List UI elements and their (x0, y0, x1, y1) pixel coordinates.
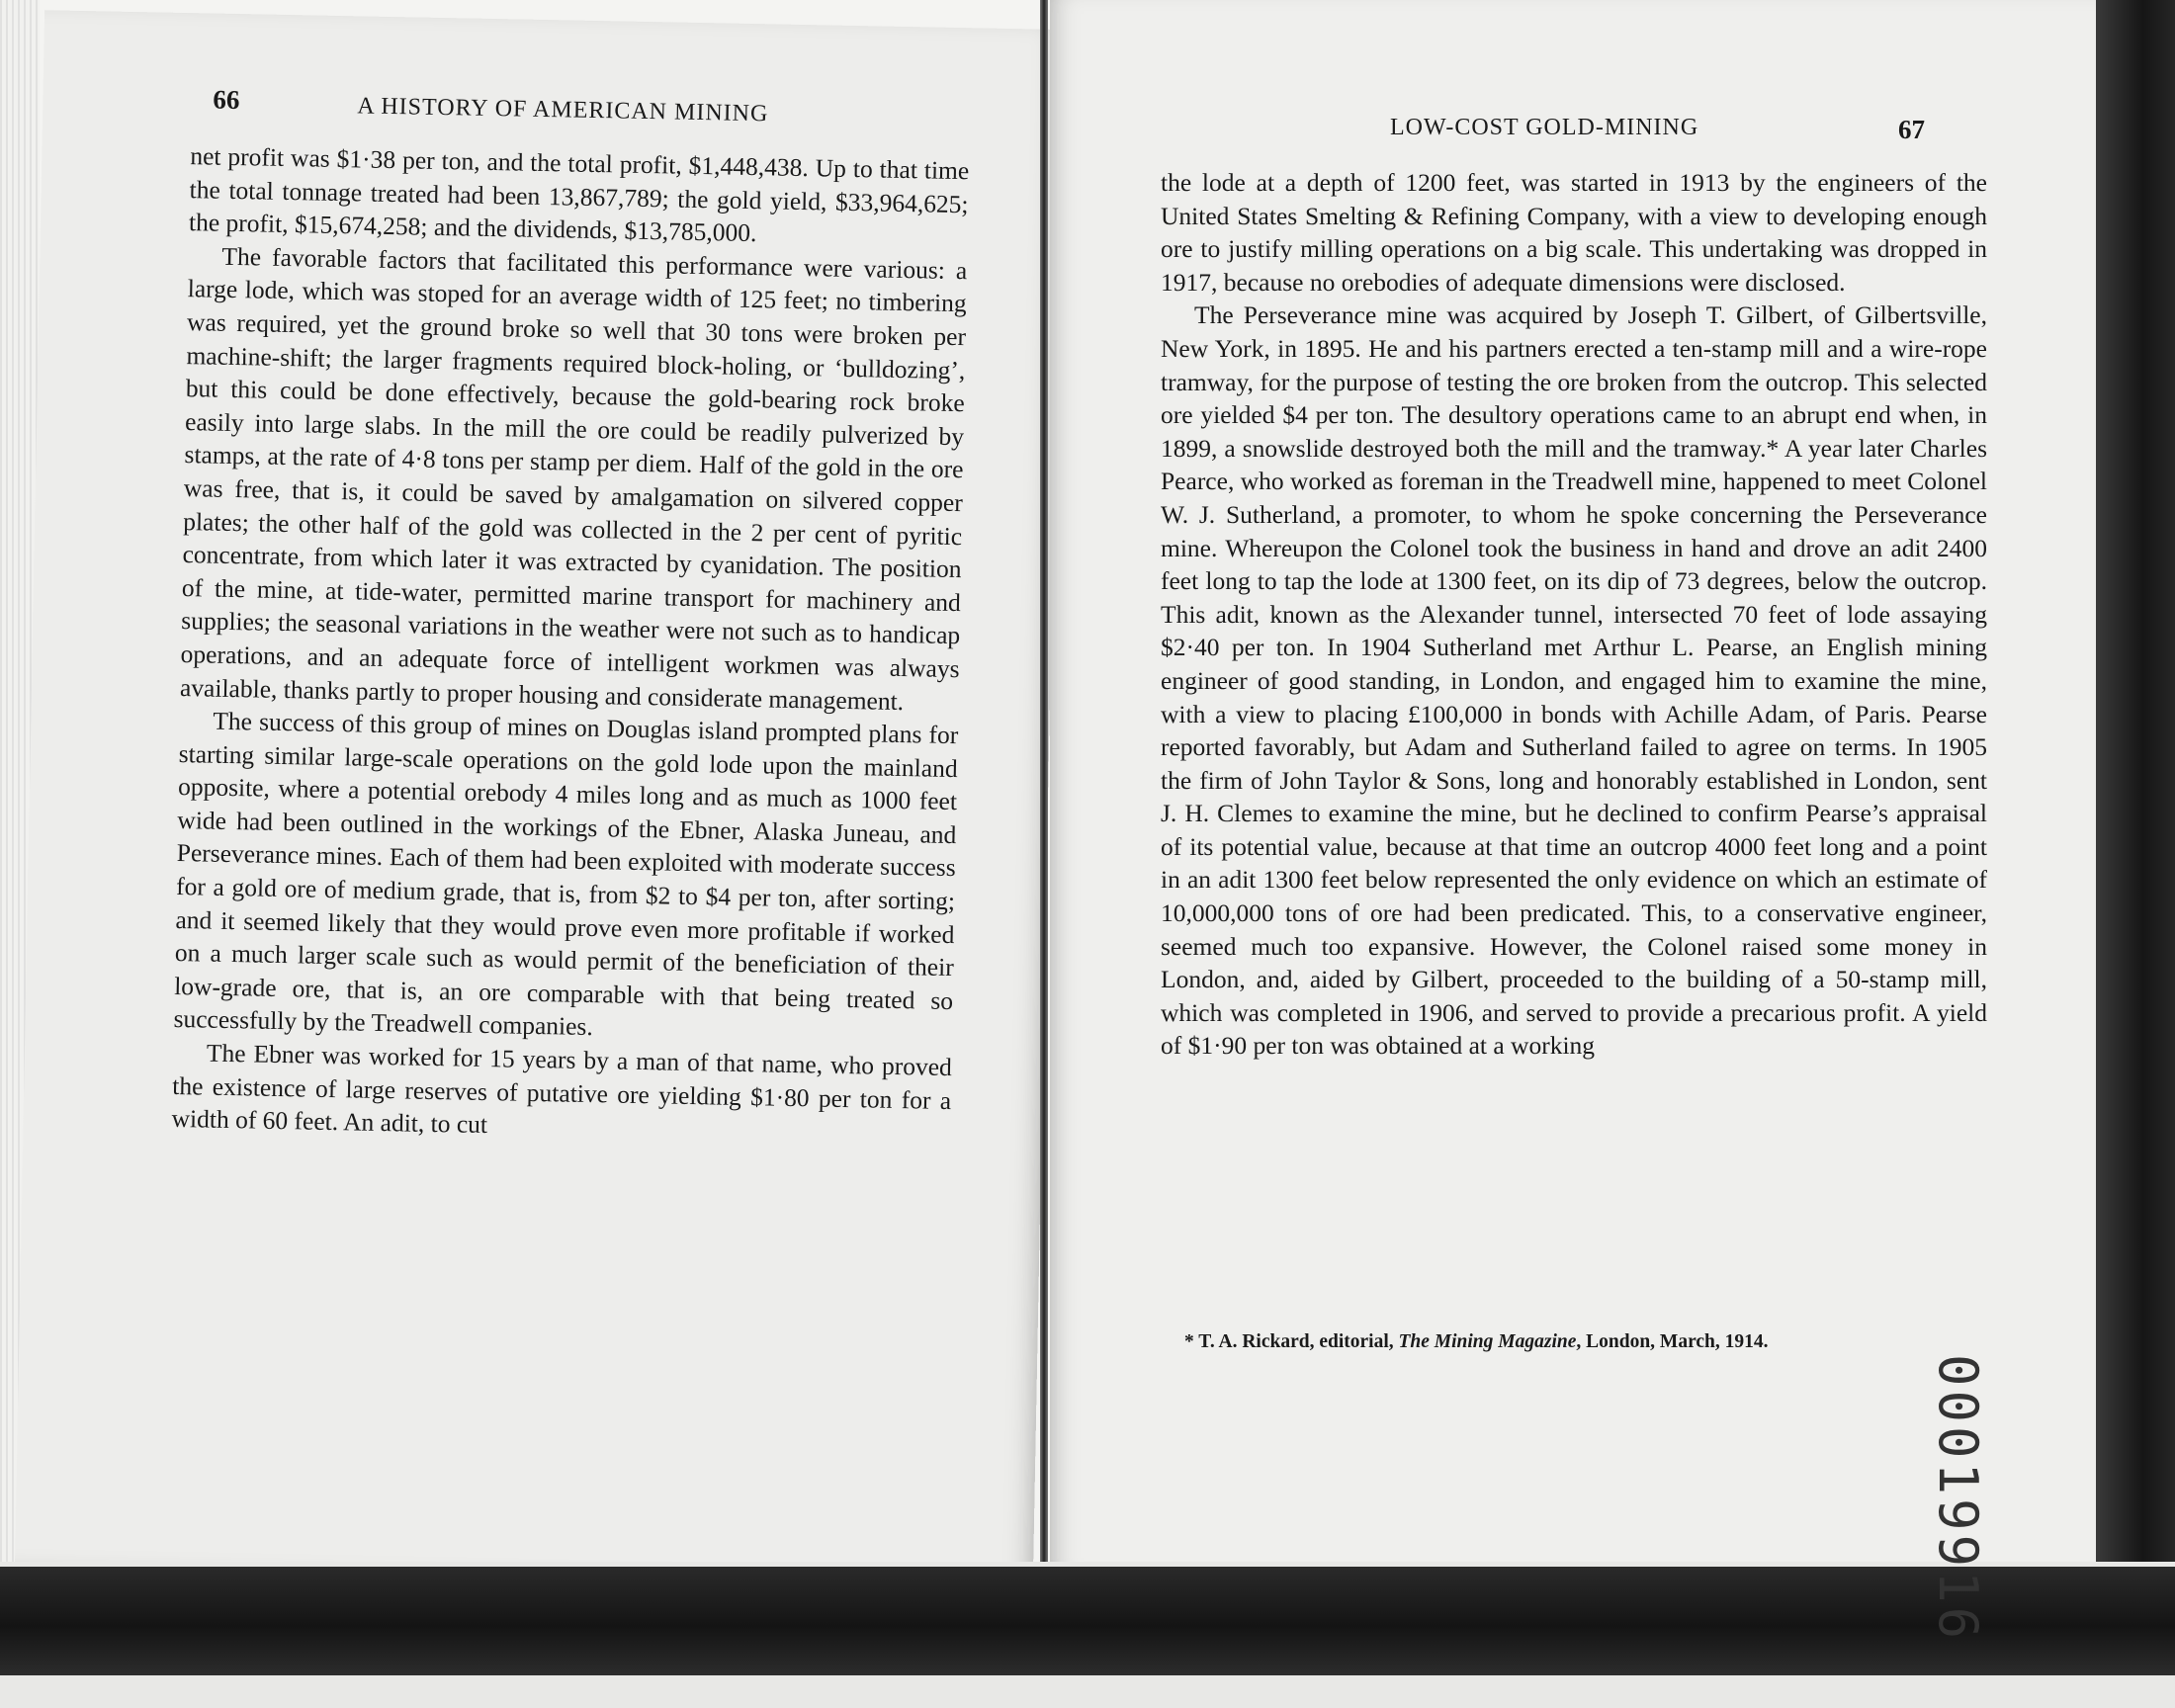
page-number-left: 66 (213, 84, 240, 116)
footnote-suffix: , London, March, 1914. (1576, 1331, 1769, 1352)
footnote-prefix: * T. A. Rickard, editorial, (1184, 1331, 1399, 1352)
page-number-right: 67 (1898, 115, 1925, 144)
running-head-right: LOW-COST GOLD-MINING (1390, 115, 1699, 140)
paragraph: The Perseverance mine was acquired by Joseph T. Gilbert, of Gilbertsville, New York, in 1895. He and his partners erected a ten-stamp mill and a wire-rope tramway, for the purpose of testing the ore broken from the outcrop. This selected ore yielded $4 per ton. The desultory operations came to an abrupt end when, in 1899, a snowslide destroyed both the mill and the tramway.* A year later Charles Pearce, who worked as foreman in the Treadwell mine, happened to meet Colonel W. J. Sutherland, a promoter, to whom he spoke concerning the Perseverance mine. Whereupon the Colonel took the business in hand and drove an adit 2400 feet long to tap the lode at 1300 feet, on its dip of 73 degrees, below the outcrop. This adit, known as the Alexander tunnel, intersected 70 feet of lode assaying $2·40 per ton. In 1904 Sutherland met Arthur L. Pearse, an English mining engineer of good standing, in London, and engaged him to examine the mine, with a view to placing £100,000 in bonds with Achille Adam, of Paris. Pearse reported favorably, but Adam and Sutherland failed to agree on terms. In 1905 the firm of John Taylor & Sons, long and honorably established in London, sent J. H. Clemes to examine the mine, but he declined to confirm Pearse’s appraisal of its potential value, because at that time an outcrop 4000 feet long and a point in an adit 1300 feet below represented the only evidence on which an estimate of 10,000,000 tons of ore had been predicated. This, to a conservative engineer, seemed much too expansive. However, the Colonel raised some money in London, and, aided by Gilbert, proceeded to the building of a 50-stamp mill, which was completed in 1906, and served to provide a precarious profit. A yield of $1·90 per ton was obtained at a working (1161, 300, 1987, 1061)
footnote (1184, 1331, 1769, 1353)
paragraph: the lode at a depth of 1200 feet, was started in 1913 by the engineers of the United States Smelting & Refining Company, with a view to developing enough ore to justify milling operations on a big scale. This undertaking was dropped in 1917, because no orebodies of adequate dimensions were disclosed. (1161, 168, 1987, 297)
right-page-body (1161, 166, 1987, 1063)
running-head-left: A HISTORY OF AMERICAN MINING (357, 93, 769, 128)
scanner-right-edge (2096, 0, 2175, 1708)
paragraph: The Ebner was worked for 15 years by a man of that name, who proved the existence of large reserves of putative ore yielding $1·80 per ton for a width of 60 feet. An adit, to cut (171, 1038, 953, 1140)
left-page-body (171, 139, 969, 1151)
scan-stamp-number: 00019916 (1927, 1354, 1989, 1644)
paragraph: The favorable factors that facilitated this performance were various: a large lode, which was stoped for an average width of 125 feet; no timbering was required, yet the ground broke so well that 30 tons were broken per machine-shift; the larger fragments required block-holing, or ‘bulldozing’, but this could be done effectively, because the gold-bearing rock broke easily into large slabs. In the mill the ore could be readily pulverized by stamps, at the rate of 4·8 tons per stamp per diem. Half of the gold in the ore was free, that is, it could be saved by amalgamation on silvered copper plates; the other half of the gold was collected in the 2 per cent of pyritic concentrate, from which later it was extracted by cyanidation. The position of the mine, at tide-water, permitted marine transport for machinery and supplies; the seasonal variations in the weather were not such as to handicap operations, and an adequate force of intelligent workmen was always available, thanks partly to proper housing and considerate management. (179, 241, 968, 716)
left-page (15, 10, 1063, 1580)
right-page (1050, 0, 2108, 1572)
scanner-bottom-edge (0, 1567, 2175, 1675)
footnote-journal: The Mining Magazine (1398, 1331, 1577, 1352)
paragraph: The success of this group of mines on Douglas island prompted plans for starting similar large-scale operations on the gold lode upon the mainland opposite, where a potential orebody 4 miles long and as much as 1000 feet wide had been outlined in the workings of the Ebner, Alaska Juneau, and Perseverance mines. Each of them had been exploited with moderate success for a gold ore of medium grade, that is, from $2 to $4 per ton, after sorting; and it seemed likely that they would prove even more profitable if worked on a much larger scale such as would permit of the beneficiation of their low-grade ore, that is, an ore comparable with that being treated so successfully by the Treadwell companies. (173, 706, 959, 1042)
paragraph: net profit was $1·38 per ton, and the total profit, $1,448,438. Up to that time the total tonnage treated had been 13,867,789; the gold yield, $33,964,625; the profit, $15,674,258; and the dividends, $13,785,000. (188, 141, 970, 248)
book-gutter (1040, 0, 1048, 1581)
